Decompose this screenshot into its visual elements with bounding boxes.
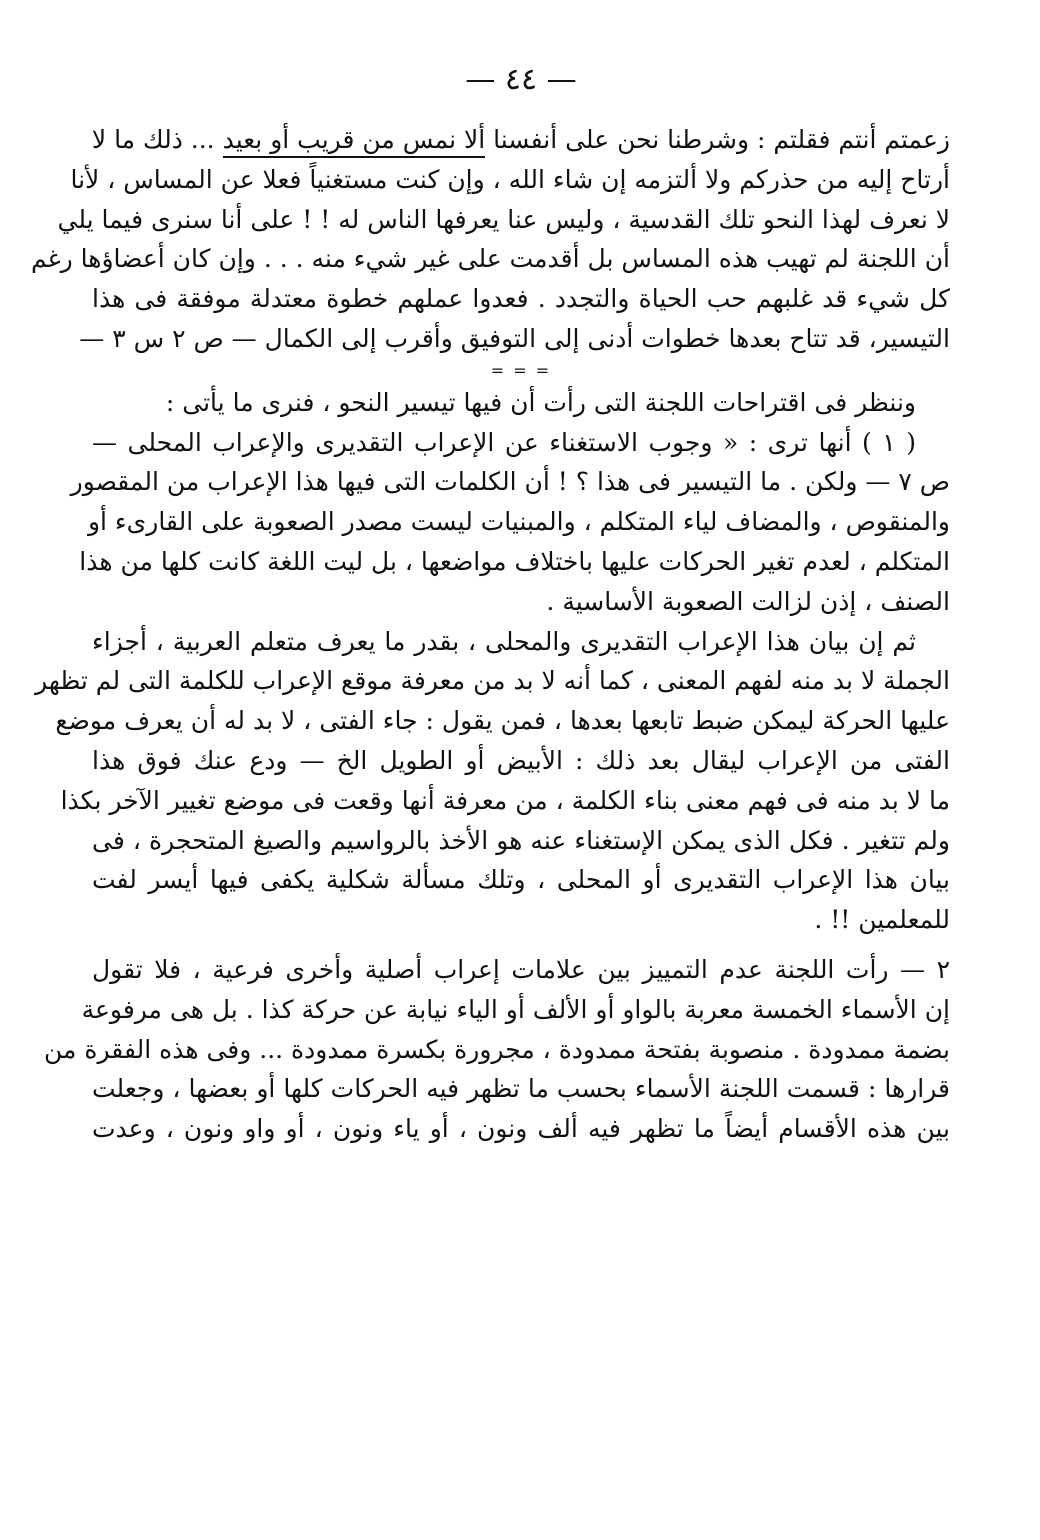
text-line: لا نعرف لهذا النحو تلك القدسية ، وليس عنا يعرفها الناس له ! ! على أنا سنرى فيما يلي (57, 204, 950, 234)
text-line: أن اللجنة لم تهيب هذه المساس بل أقدمت على غير شيء منه . . . وإن كان أعضاؤها رغم (30, 244, 950, 274)
paragraph-4 (35, 622, 950, 940)
paragraph-1 (30, 120, 950, 359)
text-line: أرتاح إليه من حذركم ولا ألتزمه إن شاء الله ، وإن كنت مستغنياً فعلا عن المساس ، لأنا (70, 164, 950, 194)
text-line: والمنقوص ، والمضاف لياء المتكلم ، والمبنيات ليست مصدر الصعوبة على القارىء أو (87, 507, 950, 537)
text-line: إن الأسماء الخمسة معربة بالواو أو الألف أو الياء نيابة عن حركة كذا . بل هى مرفوعة (81, 994, 950, 1024)
text-line: الجملة لا بد منه لفهم المعنى ، كما أنه لا بد من معرفة موقع الإعراب للكلمة التى لم تظهر (35, 666, 950, 696)
text-line: المتكلم ، لعدم تغير الحركات عليها باختلاف مواضعها ، بل ليت اللغة كانت كلها من هذا (79, 546, 950, 576)
document-page (30, 60, 950, 1149)
text-line: ( ١ ) أنها ترى : « وجوب الاستغناء عن الإعراب التقديرى والإعراب المحلى — (92, 427, 916, 457)
text-line: بين هذه الأقسام أيضاً ما تظهر فيه ألف ونون ، أو ياء ونون ، أو واو ونون ، وعدت (92, 1114, 950, 1144)
text-line: قرارها : قسمت اللجنة الأسماء بحسب ما تظهر فيه الحركات كلها أو بعضها ، وجعلت (92, 1074, 950, 1104)
text-line: للمعلمين !! . (814, 905, 950, 935)
text-line: بيان هذا الإعراب التقديرى أو المحلى ، وتلك مسألة شكلية يكفى فيها أيسر لفت (92, 865, 950, 895)
text-line (92, 120, 950, 160)
text-line: ٢ — رأت اللجنة عدم التمييز بين علامات إعراب أصلية وأخرى فرعية ، فلا تقول (92, 954, 950, 984)
text-segment: زعمتم أنتم فقلتم : وشرطنا نحن على أنفسنا (485, 125, 950, 154)
text-line: الصنف ، إذن لزالت الصعوبة الأساسية . (546, 586, 950, 616)
text-line: كل شيء قد غلبهم حب الحياة والتجدد . فعدوا عملهم خطوة معتدلة موفقة فى هذا (92, 284, 950, 314)
paragraph-gap (92, 940, 950, 950)
text-line: وننظر فى اقتراحات اللجنة التى رأت أن فيها تيسير النحو ، فنرى ما يأتى : (165, 387, 916, 417)
paragraph-5 (44, 950, 950, 1149)
text-line: عليها الحركة ليمكن ضبط تابعها بعدها ، فمن يقول : جاء الفتى ، لا بد له أن يعرف موضع (55, 706, 950, 736)
text-line: ثم إن بيان هذا الإعراب التقديرى والمحلى ، بقدر ما يعرف متعلم العربية ، أجزاء (92, 626, 916, 656)
section-separator: = = = (490, 360, 552, 380)
text-line: الفتى من الإعراب ليقال بعد ذلك : الأبيض أو الطويل الخ — ودع عنك فوق هذا (92, 745, 950, 775)
text-line: ص ٧ — ولكن . ما التيسير فى هذا ؟ ! أن الكلمات التى فيها هذا الإعراب من المقصور (70, 467, 950, 497)
underlined-phrase: ألا نمس من قريب أو بعيد (223, 125, 486, 158)
paragraph-2 (92, 383, 950, 423)
page-number: — ٤٤ — (465, 62, 577, 97)
text-line: التيسير، قد تتاح بعدها خطوات أدنى إلى التوفيق وأقرب إلى الكمال — ص ٢ س ٣ — (79, 323, 950, 353)
paragraph-3 (70, 423, 950, 622)
text-line: بضمة ممدودة . منصوبة بفتحة ممدودة ، مجرورة بكسرة ممدودة ... وفى هذه الفقرة من (44, 1034, 950, 1064)
text-line: ولم تتغير . فكل الذى يمكن الإستغناء عنه هو الأخذ بالرواسيم والصيغ المتحجرة ، فى (92, 825, 950, 855)
text-segment: ... ذلك ما لا (91, 125, 223, 154)
text-line: ما لا بد منه فى فهم معنى بناء الكلمة ، من معرفة أنها وقعت فى موضع تغيير الآخر بكذا (60, 785, 950, 815)
